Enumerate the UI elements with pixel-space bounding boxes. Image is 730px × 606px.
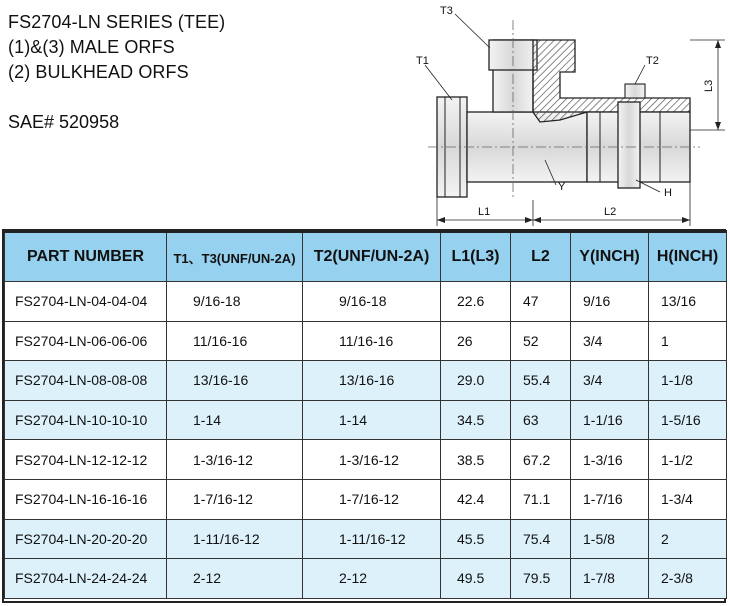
hatched-section <box>533 40 690 122</box>
table-cell: 1 <box>649 321 727 361</box>
table-cell: FS2704-LN-10-10-10 <box>5 400 167 440</box>
table-cell: 26 <box>441 321 511 361</box>
table-cell: 67.2 <box>511 440 571 480</box>
table-cell: FS2704-LN-04-04-04 <box>5 282 167 322</box>
table-cell: 1-1/2 <box>649 440 727 480</box>
col-t1-t3: T1、T3(UNF/UN-2A) <box>167 232 303 282</box>
t3-label: T3 <box>440 5 453 17</box>
col-l2: L2 <box>511 232 571 282</box>
table-cell: 9/16-18 <box>167 282 303 322</box>
table-row <box>5 282 727 322</box>
table-cell: 3/4 <box>571 321 649 361</box>
table-row <box>5 440 727 480</box>
table-cell: 1-11/16-12 <box>167 519 303 559</box>
table-cell: 1-3/4 <box>649 479 727 519</box>
table-cell: 1-7/16 <box>571 479 649 519</box>
table-row <box>5 321 727 361</box>
table-cell: 1-7/16-12 <box>303 479 441 519</box>
table-row <box>5 559 727 599</box>
table-row <box>5 400 727 440</box>
table-cell: 71.1 <box>511 479 571 519</box>
table-cell: 47 <box>511 282 571 322</box>
series-title: FS2704-LN SERIES (TEE) <box>8 12 226 32</box>
spec-table <box>4 230 727 599</box>
l2-label: L2 <box>604 206 617 218</box>
table-row <box>5 519 727 559</box>
table-cell: FS2704-LN-08-08-08 <box>5 361 167 401</box>
table-cell: 1-11/16-12 <box>303 519 441 559</box>
table-cell: 1-5/16 <box>649 400 727 440</box>
table-cell: 13/16-16 <box>303 361 441 401</box>
table-cell: 38.5 <box>441 440 511 480</box>
table-cell: 11/16-16 <box>167 321 303 361</box>
table-cell: 1-3/16 <box>571 440 649 480</box>
table-cell: FS2704-LN-16-16-16 <box>5 479 167 519</box>
table-cell: 1-14 <box>303 400 441 440</box>
table-cell: 1-3/16-12 <box>167 440 303 480</box>
table-cell: FS2704-LN-06-06-06 <box>5 321 167 361</box>
table-cell: 45.5 <box>441 519 511 559</box>
table-cell: 42.4 <box>441 479 511 519</box>
table-header-row <box>5 232 727 282</box>
table-cell: 2-3/8 <box>649 559 727 599</box>
locknut <box>618 102 640 188</box>
table-cell: 1-14 <box>167 400 303 440</box>
table-cell: 13/16-16 <box>167 361 303 401</box>
table-cell: FS2704-LN-12-12-12 <box>5 440 167 480</box>
table-body <box>5 282 727 599</box>
col-part-number: PART NUMBER <box>5 232 167 282</box>
table-cell: 75.4 <box>511 519 571 559</box>
table-cell: 9/16-18 <box>303 282 441 322</box>
table-cell: 2-12 <box>303 559 441 599</box>
tee-fitting-drawing <box>410 0 730 228</box>
table-cell: 49.5 <box>441 559 511 599</box>
table-cell: 3/4 <box>571 361 649 401</box>
h-label: H <box>664 187 672 199</box>
spec-line-bulkhead-orfs: (2) BULKHEAD ORFS <box>8 62 189 82</box>
table-cell: FS2704-LN-20-20-20 <box>5 519 167 559</box>
table-row <box>5 479 727 519</box>
table-cell: 34.5 <box>441 400 511 440</box>
t1-label: T1 <box>416 55 429 67</box>
table-cell: 1-1/8 <box>649 361 727 401</box>
table-cell: FS2704-LN-24-24-24 <box>5 559 167 599</box>
table-cell: 1-7/8 <box>571 559 649 599</box>
table-cell: 2-12 <box>167 559 303 599</box>
table-cell: 1-1/16 <box>571 400 649 440</box>
table-cell: 63 <box>511 400 571 440</box>
col-h: H(INCH) <box>649 232 727 282</box>
col-y: Y(INCH) <box>571 232 649 282</box>
table-cell: 11/16-16 <box>303 321 441 361</box>
y-label: Y <box>558 181 566 193</box>
table-cell: 52 <box>511 321 571 361</box>
table-cell: 1-5/8 <box>571 519 649 559</box>
table-cell: 9/16 <box>571 282 649 322</box>
table-row <box>5 361 727 401</box>
table-cell: 29.0 <box>441 361 511 401</box>
spec-line-male-orfs: (1)&(3) MALE ORFS <box>8 37 175 57</box>
t2-label: T2 <box>646 55 659 67</box>
header-block <box>8 10 225 85</box>
col-l1-l3: L1(L3) <box>441 232 511 282</box>
t2-nut-top <box>625 84 645 98</box>
table-cell: 1-7/16-12 <box>167 479 303 519</box>
table-cell: 13/16 <box>649 282 727 322</box>
table-cell: 79.5 <box>511 559 571 599</box>
table-cell: 2 <box>649 519 727 559</box>
table-cell: 1-3/16-12 <box>303 440 441 480</box>
l3-label: L3 <box>703 79 715 92</box>
col-t2: T2(UNF/UN-2A) <box>303 232 441 282</box>
table-cell: 55.4 <box>511 361 571 401</box>
sae-number: SAE# 520958 <box>8 112 120 132</box>
table-cell: 22.6 <box>441 282 511 322</box>
l1-label: L1 <box>478 206 491 218</box>
